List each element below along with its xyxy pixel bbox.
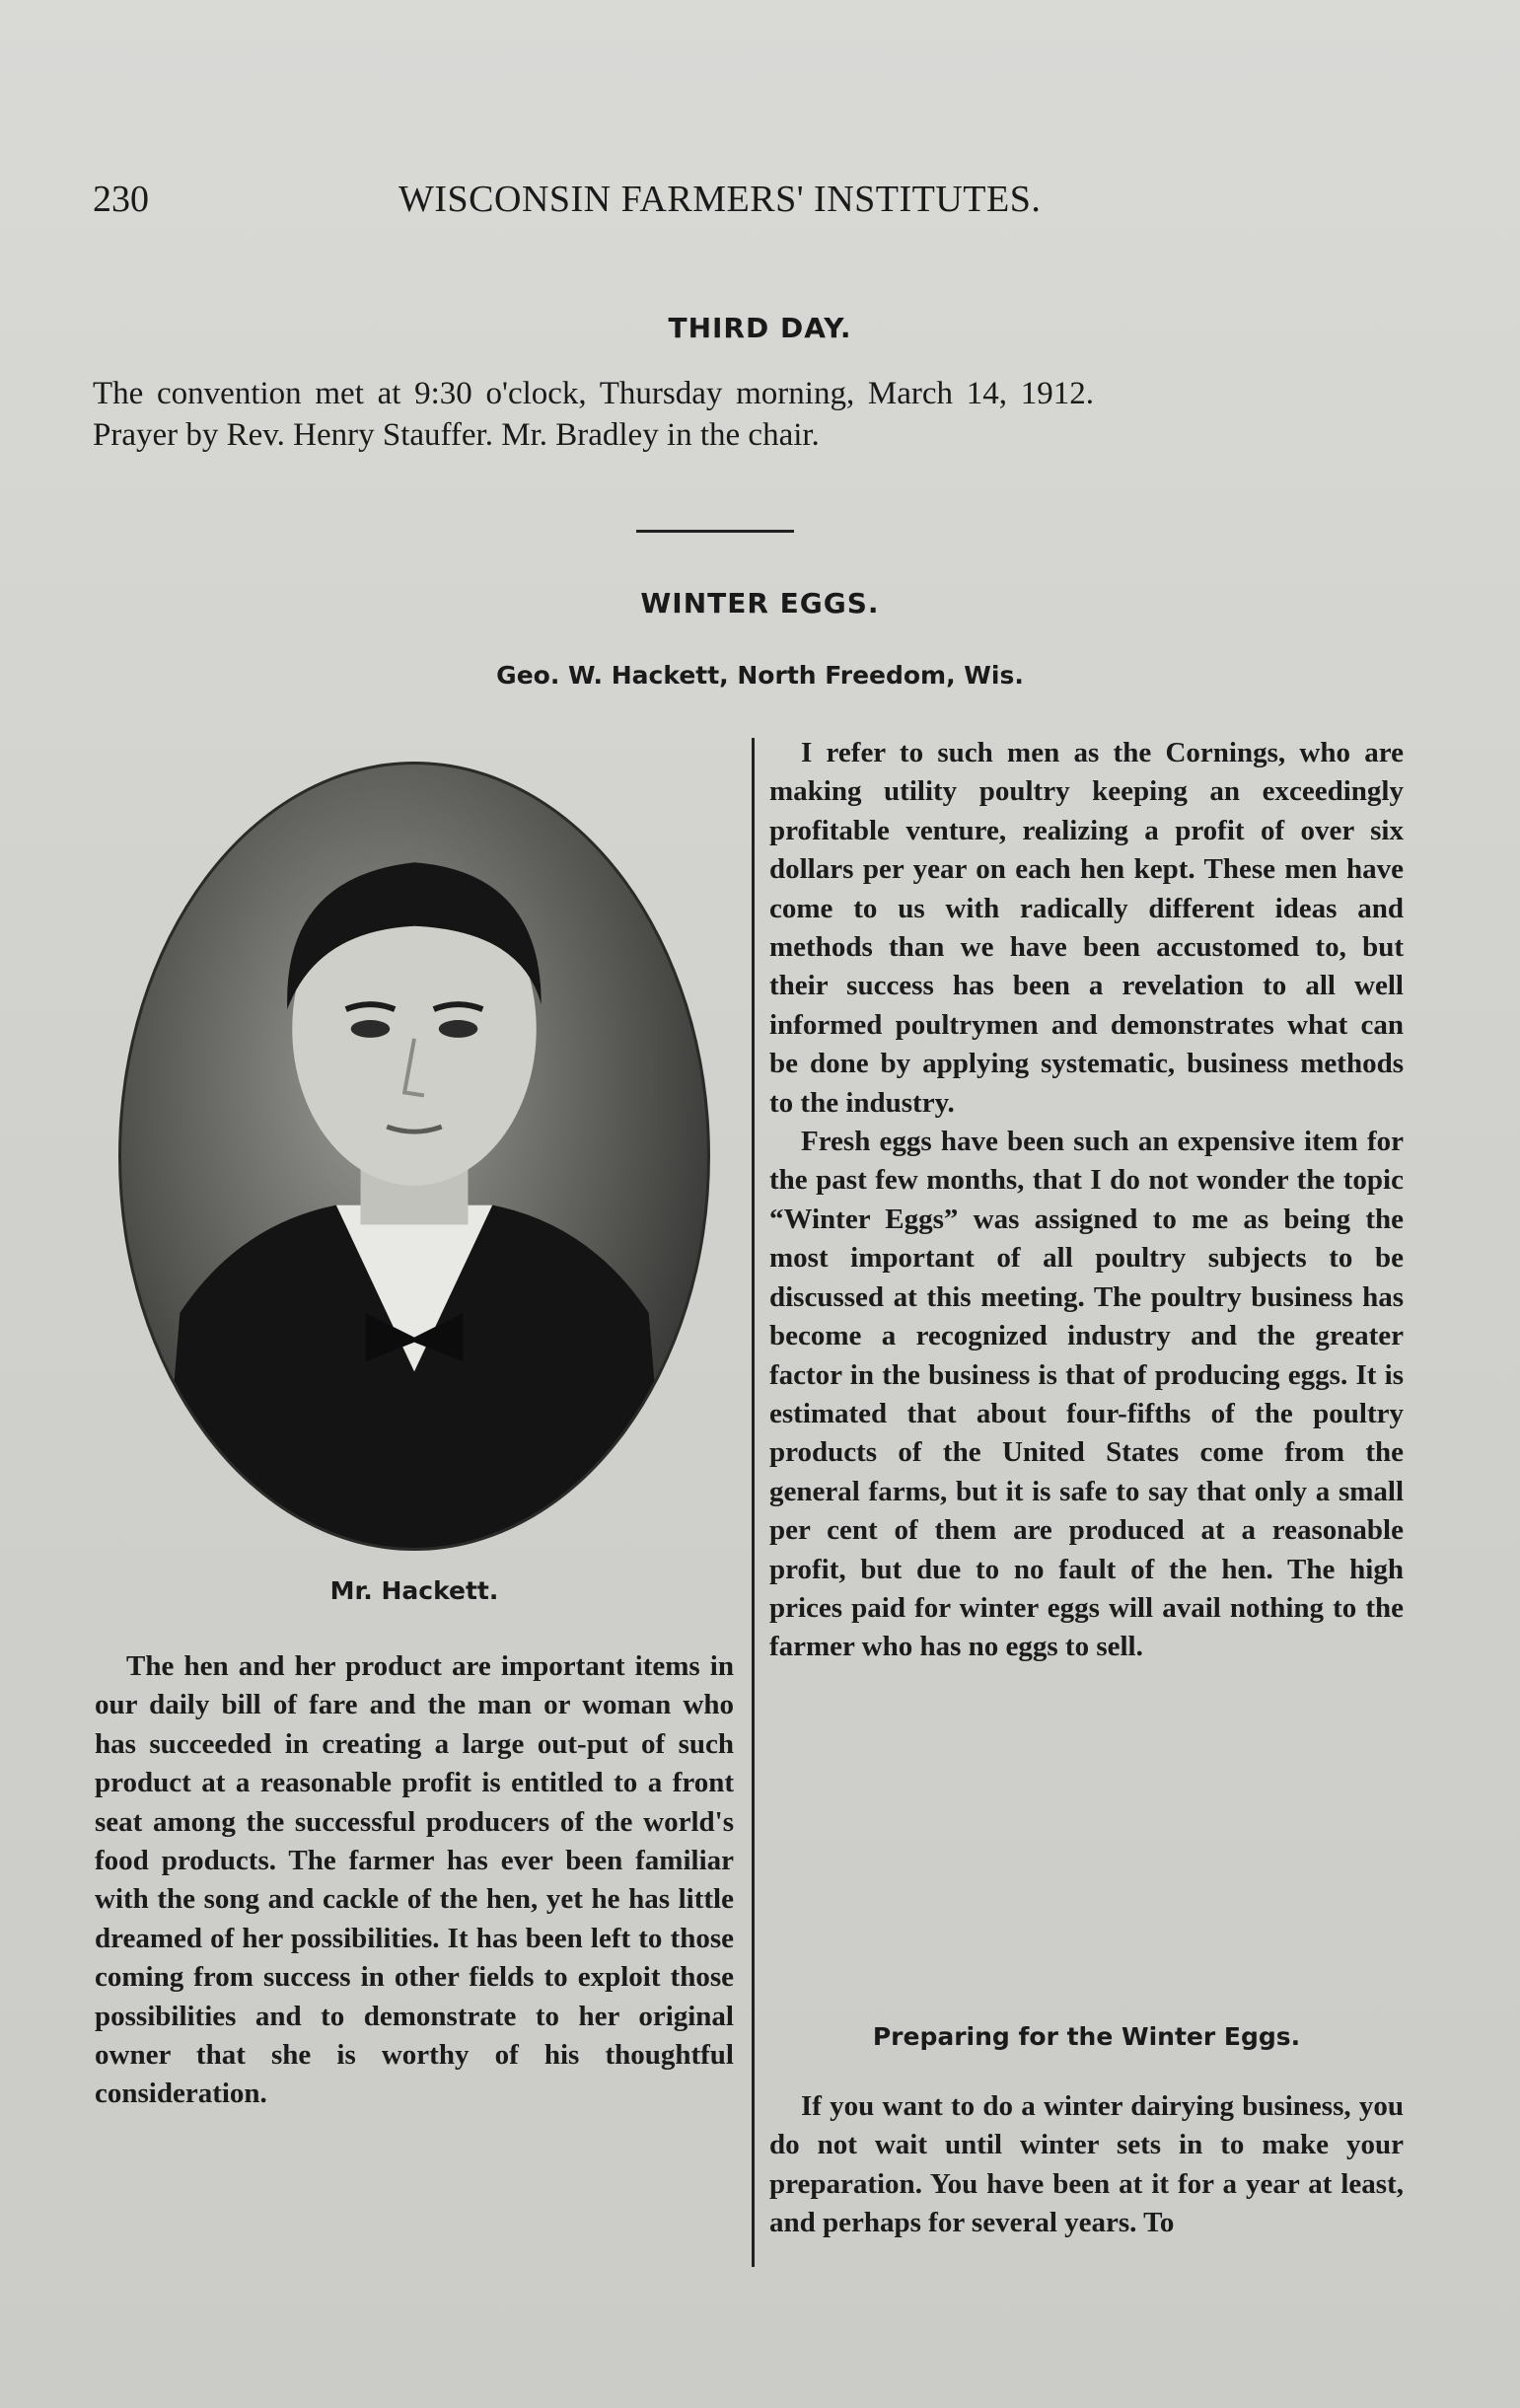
intro-line-2: Prayer by Rev. Henry Stauffer. Mr. Bradley in the chair. [93,417,820,453]
portrait-photo [118,762,710,1551]
portrait-caption: Mr. Hackett. [329,1576,499,1605]
portrait-figure [121,765,707,1548]
right-paragraph-2: Fresh eggs have been such an expensive item for the past few months, that I do not wonder the topic “Winter Eggs” was assigned to me as being the most important of all poultry subjects to be discussed at this meeting. The poultry business has become a recognized industry and the greater factor in the business is that of producing eggs. It is estimated that about four-fifths of the poultry products of the United States come from the general farms, but it is safe to say that only a small per cent of them are produced at a reasonable profit, but due to no fault of the hen. The high prices paid for winter eggs will avail nothing to the farmer who has no eggs to sell. [769,1126,1404,1663]
subsection-heading: Preparing for the Winter Eggs. [872,2022,1301,2051]
page-number: 230 [93,179,149,220]
page-header [93,178,1079,237]
column-divider [752,738,755,2267]
article-title: WINTER EGGS. [640,587,880,620]
right-paragraph-3: If you want to do a winter dairying business, you do not wait until winter sets in to make your preparation. You have been at it for a year at least, and perhaps for several years. To [769,2090,1404,2239]
convention-intro [93,373,1094,456]
right-column-continued [769,2087,1404,2243]
running-title: WISCONSIN FARMERS' INSTITUTES. [398,179,1042,220]
intro-line-1: The convention met at 9:30 o'clock, Thursday morning, March 14, 1912. [93,376,1094,411]
right-paragraph-1: I refer to such men as the Cornings, who are making utility poultry keeping an exceedingly profitable venture, realizing a profit of over six dollars per year on each hen kept. These men have come to us with radically different ideas and methods than we have been accustomed to, but their success has been a revelation to all well informed poultrymen and demonstrates what can be done by applying systematic, business methods to the industry. [769,737,1404,1119]
section-rule [636,530,794,533]
left-column-text [95,1647,734,2114]
day-heading: THIRD DAY. [668,312,852,344]
right-column-text [769,734,1404,1667]
article-byline: Geo. W. Hackett, North Freedom, Wis. [496,661,1024,690]
left-paragraph: The hen and her product are important items in our daily bill of fare and the man or woman who has succeeded in creating a large out-put of such product at a reasonable profit is entitled to a front seat among the successful producers of the world's food products. The farmer has ever been familiar with the song and cackle of the hen, yet he has little dreamed of her possibilities. It has been left to those coming from success in other fields to exploit those possibilities and to demonstrate to her original owner that she is worthy of his thoughtful consideration. [95,1650,734,2110]
